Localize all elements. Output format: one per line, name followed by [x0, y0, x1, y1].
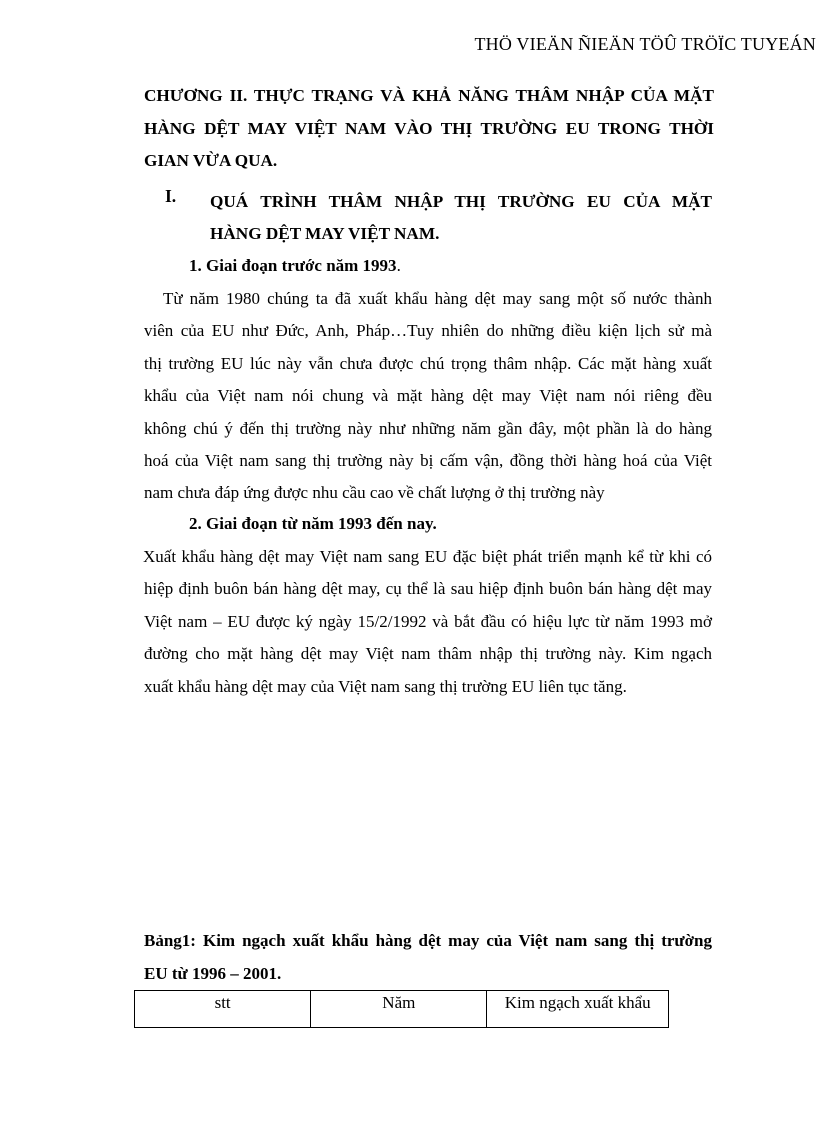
table-header-row — [135, 991, 669, 1028]
subsection-1-paragraph — [144, 283, 712, 510]
section-title-line: HÀNG DỆT MAY VIỆT NAM. — [210, 224, 440, 243]
column-header-stt: stt — [135, 991, 311, 1028]
paragraph-line: Từ năm 1980 chúng ta đã xuất khẩu hàng dệt may sang một số nước thành — [163, 289, 712, 308]
site-header: THÖ VIEÄN ÑIEÄN TÖÛ TRÖÏC TUYEÁN — [474, 34, 816, 54]
table-caption-line: Bảng1: Kim ngạch xuất khẩu hàng dệt may của Việt nam sang thị trường — [144, 931, 712, 950]
subsection-1-heading-text: 1. Giai đoạn trước năm 1993 — [189, 256, 397, 275]
chapter-heading-line: HÀNG DỆT MAY VIỆT NAM VÀO THỊ TRƯỜNG EU TRONG THỜI — [144, 118, 714, 138]
table-caption-line: EU từ 1996 – 2001. — [144, 964, 282, 983]
export-table — [134, 990, 669, 1028]
paragraph-line: thị trường EU lúc này vẫn chưa được chú trọng thâm nhập. Các mặt hàng xuất — [144, 353, 712, 373]
paragraph-line: Việt nam – EU được ký ngày 15/2/1992 và bắt đầu có hiệu lực từ năm 1993 mở — [144, 611, 712, 631]
chapter-heading-line: GIAN VỪA QUA. — [144, 151, 278, 171]
column-header-export-value: Kim ngạch xuất khẩu — [487, 991, 669, 1028]
section-title-line: QUÁ TRÌNH THÂM NHẬP THỊ TRƯỜNG EU CỦA MẶT — [210, 192, 712, 211]
chapter-heading-line: CHƯƠNG II. THỰC TRẠNG VÀ KHẢ NĂNG THÂM NHẬP CỦA MẶT — [144, 86, 714, 105]
table-caption — [144, 924, 712, 990]
subsection-1-heading — [189, 256, 401, 276]
paragraph-line: Xuất khẩu hàng dệt may Việt nam sang EU đặc biệt phát triển mạnh kể từ khi có — [143, 547, 712, 566]
subsection-2-paragraph — [144, 541, 712, 703]
section-title — [210, 186, 712, 250]
paragraph-line: không chú ý đến thị trường này như những năm gần đây, một phần là do hàng — [144, 418, 712, 438]
subsection-1-heading-suffix: . — [396, 256, 401, 275]
paragraph-line: đường cho mặt hàng dệt may Việt nam thâm nhập thị trường này. Kim ngạch — [144, 644, 712, 664]
paragraph-line: xuất khẩu hàng dệt may của Việt nam sang thị trường EU liên tục tăng. — [144, 676, 627, 696]
section-number: I. — [165, 186, 177, 206]
column-header-year: Năm — [311, 991, 487, 1028]
subsection-2-heading: 2. Giai đoạn từ năm 1993 đến nay. — [189, 514, 437, 533]
paragraph-line: viên của EU như Đức, Anh, Pháp…Tuy nhiên do những điều kiện lịch sử mà — [144, 321, 712, 341]
chapter-heading — [144, 80, 714, 178]
paragraph-line: hoá của Việt nam sang thị trường này bị cấm vận, đồng thời hàng hoá của Việt — [144, 451, 712, 471]
paragraph-line: hiệp định buôn bán hàng dệt may, cụ thể là sau hiệp định buôn bán hàng dệt may — [144, 579, 712, 599]
paragraph-line: khẩu của Việt nam nói chung và mặt hàng dệt may Việt nam nói riêng đều — [144, 386, 712, 406]
paragraph-line: nam chưa đáp ứng được nhu cầu cao về chất lượng ở thị trường này — [144, 483, 605, 503]
